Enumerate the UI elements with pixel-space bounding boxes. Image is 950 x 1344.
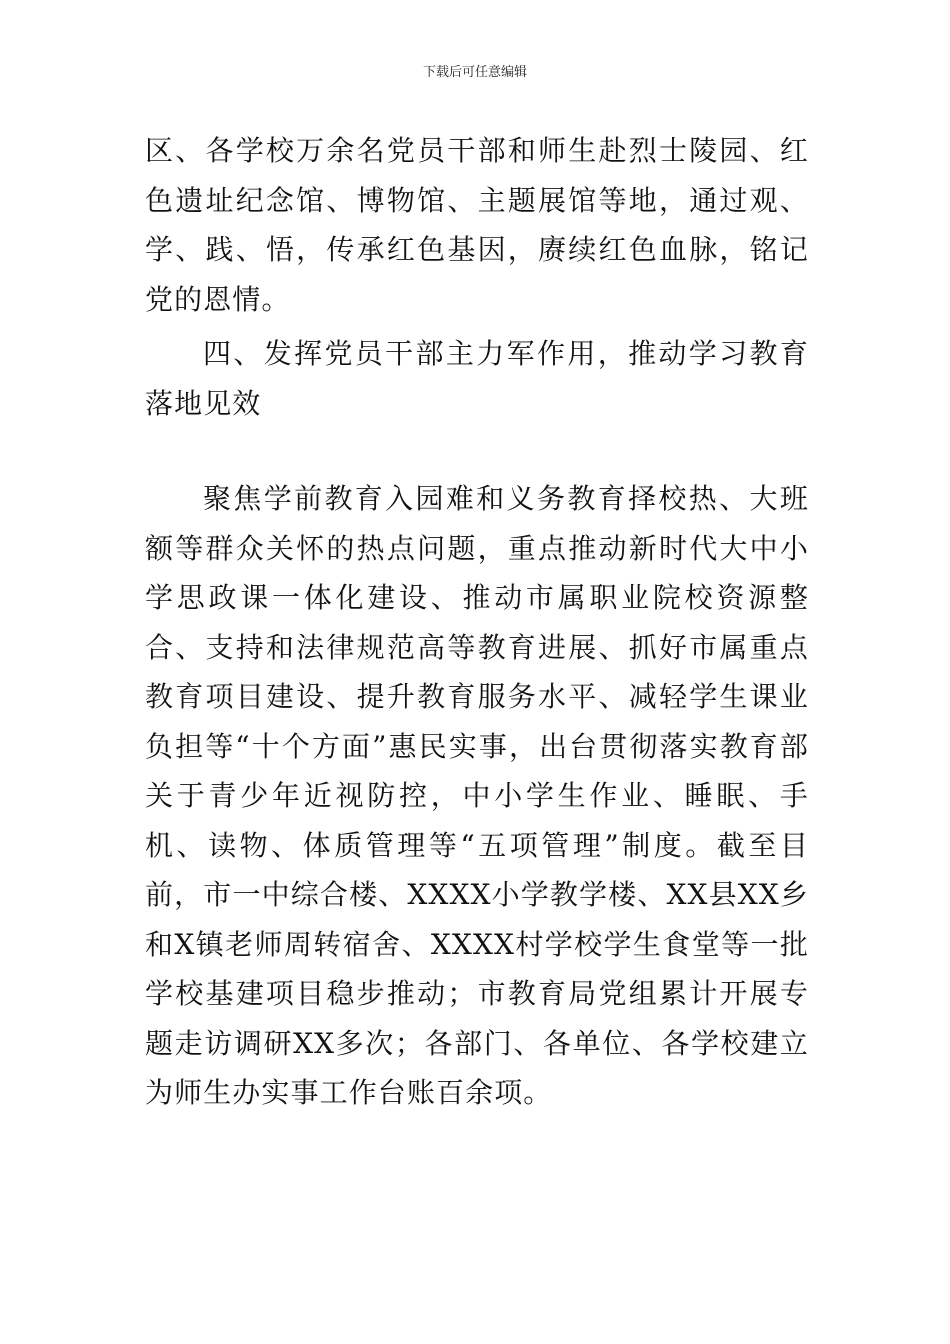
paragraph-section-four: 聚焦学前教育入园难和义务教育择校热、大班额等群众关怀的热点问题，重点推动新时代大中小学思政课一体化建设、推动市属职业院校资源整合、支持和法律规范高等教育进展、抓好市属重点教育项目建设、提升教育服务水平、减轻学生课业负担等“十个方面”惠民实事，出台贯彻落实教育部关于青少年近视防控，中小学生作业、睡眠、手机、读物、体质管理等“五项管理”制度。截至目前，市一中综合楼、XXXX小学教学楼、XX县XX乡和X镇老师周转宿舍、XXXX村学校学生食堂等一批学校基建项目稳步推动；市教育局党组累计开展专题走访调研XX多次；各部门、各单位、各学校建立为师生办实事工作台账百余项。	[145, 482, 809, 1109]
paragraph-continued: 区、各学校万余名党员干部和师生赴烈士陵园、红色遗址纪念馆、博物馆、主题展馆等地，通过观、学、践、悟，传承红色基因，赓续红色血脉，铭记党的恩情。	[145, 134, 809, 316]
page-header-note: 下载后可任意编辑	[422, 65, 527, 80]
section-heading-four: 四、发挥党员干部主力军作用，推动学习教育落地见效	[145, 337, 809, 420]
